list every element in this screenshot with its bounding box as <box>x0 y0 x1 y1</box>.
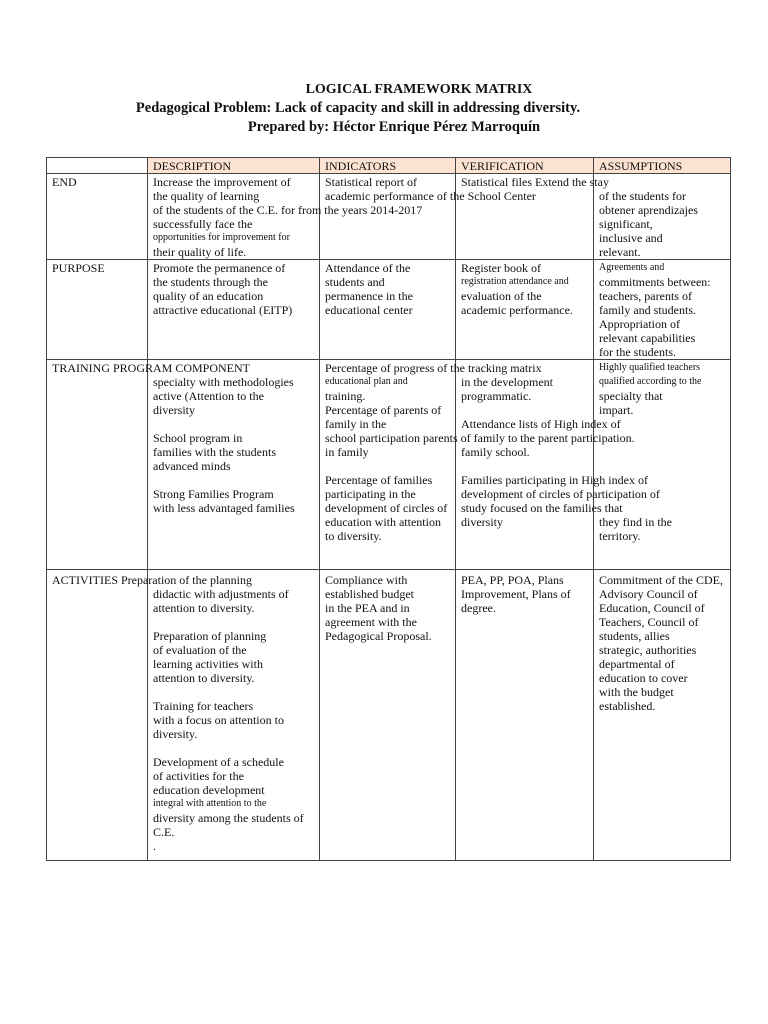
table-row-purpose <box>47 260 731 360</box>
text-line: diversity among the students of <box>153 811 304 825</box>
text-line: Development of a schedule <box>153 755 284 769</box>
text-line: attention to diversity. <box>153 601 255 615</box>
spacer <box>153 417 314 431</box>
text-line: Compliance with <box>325 573 408 587</box>
text-line: . <box>153 839 156 853</box>
text-line: Appropriation of <box>599 317 680 331</box>
text-line: Families participating in High index of <box>461 473 648 487</box>
text-line: families with the students <box>153 445 276 459</box>
text-line: Advisory Council of <box>599 587 698 601</box>
text-line: educational plan and <box>325 376 408 387</box>
text-line: education to cover <box>599 671 688 685</box>
text-line: Highly qualified teachers <box>599 362 701 373</box>
text-line: Attendance of the <box>325 261 411 275</box>
text-line: relevant. <box>599 245 641 259</box>
table-row-activities <box>47 570 731 861</box>
text-line: strategic, authorities <box>599 643 697 657</box>
spacer <box>153 741 314 755</box>
text-line: of activities for the <box>153 769 244 783</box>
text-line: they find in the <box>599 515 672 529</box>
text-line: impart. <box>599 403 634 417</box>
text-line: significant, <box>599 217 653 231</box>
text-line: Percentage of families <box>325 473 433 487</box>
text-line: education with attention <box>325 515 441 529</box>
logical-framework-table <box>46 157 731 861</box>
text-line: participating in the <box>325 487 416 501</box>
text-line: Percentage of parents of <box>325 403 442 417</box>
header-corner-cell <box>47 158 148 174</box>
text-line: PEA, PP, POA, Plans <box>461 573 564 587</box>
text-line: of the students for <box>599 189 686 203</box>
text-line: integral with attention to the <box>153 798 267 809</box>
text-line: teachers, parents of <box>599 289 692 303</box>
text-line: in the PEA and in <box>325 601 410 615</box>
spacer <box>599 459 725 473</box>
table-header-row <box>47 158 731 174</box>
text-line: of the students of the C.E. for from the years 2014-2017 <box>153 203 423 217</box>
row-label-training: TRAINING PROGRAM COMPONENT <box>47 360 148 570</box>
text-line: C.E. <box>153 825 175 839</box>
text-line: Strong Families Program <box>153 487 274 501</box>
text-line: their quality of life. <box>153 245 247 259</box>
text-line: the quality of learning <box>153 189 260 203</box>
text-line: of evaluation of the <box>153 643 247 657</box>
text-line: active (Attention to the <box>153 389 264 403</box>
table-row-training-program-component <box>47 360 731 570</box>
end-verification-cell <box>456 174 609 260</box>
activities-verification-cell <box>456 570 594 861</box>
text-line: relevant capabilities <box>599 331 696 345</box>
text-line: agreement with the <box>325 615 417 629</box>
purpose-assumptions-cell <box>594 260 731 360</box>
text-line: School program in <box>153 431 243 445</box>
text-line: permanence in the <box>325 289 413 303</box>
activities-indicators-cell <box>320 570 456 861</box>
text-line: established. <box>599 699 656 713</box>
text-line: Preparation of planning <box>153 629 267 643</box>
text-line: attractive educational (EITP) <box>153 303 293 317</box>
training-assumptions-cell <box>594 360 731 570</box>
text-line: territory. <box>599 529 641 543</box>
prepared-by: Prepared by: Héctor Enrique Pérez Marroquín <box>247 119 541 135</box>
text-line: degree. <box>461 601 496 615</box>
text-line: school participation parents of family to the parent participation. <box>325 431 635 445</box>
text-line: didactic with adjustments of <box>153 587 289 601</box>
text-line: Statistical files Extend the stay <box>461 175 609 189</box>
text-line: obtener aprendizajes <box>599 203 698 217</box>
column-header-indicators: INDICATORS <box>320 158 456 174</box>
spacer <box>599 175 725 189</box>
column-header-verification: VERIFICATION <box>456 158 594 174</box>
text-line: registration attendance and <box>461 276 569 287</box>
text-line: study focused on the families that <box>461 501 623 515</box>
pedagogical-problem: Pedagogical Problem: Lack of capacity and skill in addressing diversity. <box>135 100 581 116</box>
text-line: Increase the improvement of <box>153 175 291 189</box>
table-row-end <box>47 174 731 260</box>
text-line: specialty with methodologies <box>153 375 294 389</box>
text-line: diversity <box>461 515 503 529</box>
text-line: Percentage of progress of the tracking matrix <box>325 361 542 375</box>
text-line: development of circles of participation of <box>461 487 660 501</box>
spacer <box>461 459 588 473</box>
text-line: Improvement, Plans of <box>461 587 571 601</box>
spacer <box>153 685 314 699</box>
text-line: education development <box>153 783 265 797</box>
text-line: Promote the permanence of <box>153 261 286 275</box>
text-line: qualified according to the <box>599 376 702 387</box>
text-line: opportunities for improvement for <box>153 232 290 243</box>
column-header-assumptions: ASSUMPTIONS <box>594 158 731 174</box>
text-line: Training for teachers <box>153 699 254 713</box>
spacer <box>325 459 450 473</box>
text-line: students, allies <box>599 629 670 643</box>
purpose-indicators-cell <box>320 260 456 360</box>
spacer <box>599 445 725 459</box>
column-header-description: DESCRIPTION <box>148 158 320 174</box>
text-line: commitments between: <box>599 275 711 289</box>
text-line: development of circles of <box>325 501 448 515</box>
text-line: academic performance of the School Center <box>325 189 536 203</box>
text-line: Commitment of the CDE, <box>599 573 723 587</box>
training-description-cell <box>148 360 320 570</box>
text-line: family school. <box>461 445 530 459</box>
spacer <box>461 403 588 417</box>
text-line: Pedagogical Proposal. <box>325 629 432 643</box>
end-assumptions-cell <box>594 174 731 260</box>
text-line: Education, Council of <box>599 601 705 615</box>
text-line: inclusive and <box>599 231 663 245</box>
row-label-purpose: PURPOSE <box>47 260 148 360</box>
purpose-verification-cell <box>456 260 594 360</box>
text-line: programmatic. <box>461 389 532 403</box>
text-line: students and <box>325 275 385 289</box>
text-line: with less advantaged families <box>153 501 295 515</box>
text-line: learning activities with <box>153 657 263 671</box>
text-line: the students through the <box>153 275 268 289</box>
text-line: with a focus on attention to <box>153 713 284 727</box>
row-label-end: END <box>47 174 148 260</box>
text-line: Register book of <box>461 261 541 275</box>
spacer <box>153 615 314 629</box>
text-line: specialty that <box>599 389 663 403</box>
document-title: LOGICAL FRAMEWORK MATRIX <box>305 82 533 97</box>
text-line: departmental of <box>599 657 675 671</box>
text-line: evaluation of the <box>461 289 542 303</box>
text-line: in family <box>325 445 369 459</box>
text-line: training. <box>325 389 366 403</box>
activities-description-cell <box>148 570 320 861</box>
text-line: for the students. <box>599 345 676 359</box>
spacer <box>153 473 314 487</box>
text-line: advanced minds <box>153 459 231 473</box>
text-line: diversity. <box>153 727 198 741</box>
text-line: Attendance lists of High index of <box>461 417 621 431</box>
text-line: academic performance. <box>461 303 573 317</box>
text-line: educational center <box>325 303 413 317</box>
text-line: Teachers, Council of <box>599 615 699 629</box>
text-line: to diversity. <box>325 529 382 543</box>
text-line: successfully face the <box>153 217 253 231</box>
text-line: attention to diversity. <box>153 671 255 685</box>
text-line: Statistical report of <box>325 175 417 189</box>
text-line: with the budget <box>599 685 674 699</box>
text-line: diversity <box>153 403 195 417</box>
activities-assumptions-cell <box>594 570 731 861</box>
text-line: family in the <box>325 417 387 431</box>
row-label-activities: ACTIVITIES Preparation of the planning <box>47 570 148 861</box>
text-line: in the development <box>461 375 553 389</box>
text-line: established budget <box>325 587 414 601</box>
purpose-description-cell <box>148 260 320 360</box>
text-line: family and students. <box>599 303 696 317</box>
text-line: Agreements and <box>599 262 665 273</box>
text-line: quality of an education <box>153 289 264 303</box>
